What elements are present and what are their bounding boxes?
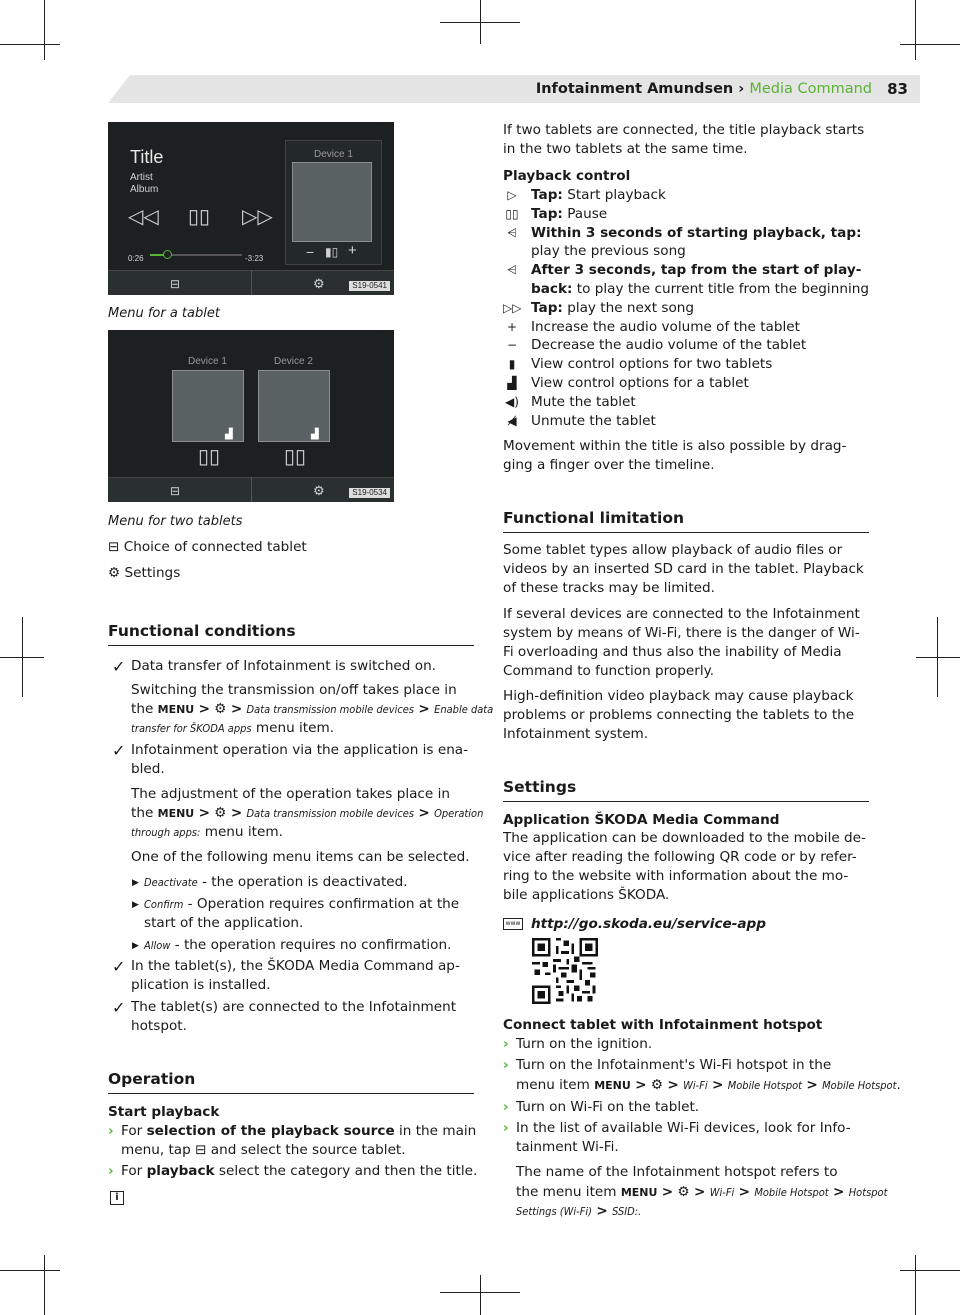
check-icon: ✓: [112, 657, 126, 676]
step-arrow-icon: ›: [108, 1123, 114, 1139]
settings-icon: ⚙: [313, 483, 325, 498]
bullet-triangle-icon: ▶: [132, 878, 139, 888]
device2-label: Device 2: [274, 356, 313, 367]
device-tile: [292, 162, 372, 242]
condition-2-path: [131, 804, 483, 823]
menu-path-item: Settings (Wi-Fi): [516, 1205, 593, 1218]
movement-text-1: Movement within the title is also possible by drag-: [503, 438, 847, 454]
playback-symbol-icon: ◀̸: [507, 413, 517, 428]
crop-mark: [916, 657, 960, 658]
menu-label: MENU: [157, 807, 195, 820]
option-name: Confirm: [144, 898, 184, 911]
playback-control-item: [531, 224, 862, 243]
bar-separator: [251, 477, 252, 502]
text-the: the: [131, 701, 154, 717]
playback-control-item: [531, 205, 607, 224]
website-icon: www: [503, 918, 523, 930]
playback-symbol-icon: ⩤: [507, 263, 517, 278]
crop-mark: [22, 617, 23, 697]
path-separator: >: [230, 805, 243, 821]
condition-2-detail: The adjustment of the operation takes place in: [131, 786, 450, 802]
paragraph-line: Some tablet types allow playback of audio files or: [503, 542, 843, 558]
condition-4-cont: hotspot.: [131, 1018, 187, 1034]
volume-down-icon: −: [306, 244, 315, 260]
connect-step-4-cont: tainment Wi-Fi.: [516, 1139, 619, 1155]
playback-symbol-icon: ⩤: [507, 225, 517, 240]
page-number: 83: [887, 80, 908, 98]
text-menu-item: menu item.: [255, 720, 335, 736]
control-text: View control options for a tablet: [531, 375, 749, 391]
device2-tile: [258, 370, 330, 442]
path-separator: >: [596, 1203, 608, 1219]
control-text: Pause: [562, 205, 608, 222]
paragraph-line: bile applications ŠKODA.: [503, 887, 670, 903]
device2-pause-icon: ▯▯: [284, 446, 307, 468]
playback-control-item: [531, 242, 686, 261]
device1-tile: [172, 370, 244, 442]
playback-symbol-icon: +: [506, 319, 518, 334]
option-confirm: [144, 895, 459, 914]
device1-pause-icon: ▯▯: [198, 446, 221, 468]
playback-control-item: [531, 355, 772, 374]
text-menu-item: menu item.: [204, 824, 283, 840]
menu-path-item: SSID:.: [612, 1205, 642, 1218]
menu-path-item: transfer for ŠKODA apps: [131, 722, 252, 735]
connect-step-4-path-cont: [516, 1202, 641, 1221]
device-label: Device 1: [314, 149, 353, 160]
playback-control-item: [531, 299, 694, 318]
crop-mark: [0, 1270, 60, 1271]
legend-choice: [108, 538, 307, 557]
control-label: Tap:: [531, 187, 563, 203]
service-app-link[interactable]: http://go.skoda.eu/service-app: [531, 916, 767, 932]
intro-line-1: If two tablets are connected, the title playback starts: [503, 122, 865, 138]
option-name: Deactivate: [144, 876, 198, 889]
menu-path-item: Data transmission mobile devices: [246, 703, 415, 716]
path-separator: >: [711, 1077, 724, 1093]
figure-code: S19-0534: [349, 488, 390, 498]
text: menu, tap: [121, 1142, 196, 1158]
connected-tablet-icon: ⊟: [195, 1142, 207, 1158]
paragraph-line: videos by an inserted SD card in the tablet. Playback: [503, 561, 864, 577]
crop-mark: [44, 0, 45, 60]
functional-limitation-heading: Functional limitation: [503, 509, 869, 533]
header-section: Infotainment Amundsen: [535, 81, 734, 97]
menu-path-item: Mobile Hotspot: [754, 1186, 829, 1199]
control-label: Tap:: [531, 299, 563, 316]
track-title: Title: [130, 147, 164, 167]
crop-mark: [440, 22, 520, 23]
previous-icon: ◁◁: [128, 206, 159, 228]
connect-step-2: Turn on the Infotainment's Wi-Fi hotspot in the: [516, 1057, 832, 1073]
menu-path-item: through apps:: [131, 826, 201, 839]
playback-control-item: [531, 374, 749, 393]
text: select the category and then the title.: [214, 1163, 478, 1179]
condition-2-cont: bled.: [131, 761, 165, 777]
text: For: [121, 1123, 147, 1139]
start-playback-heading: Start playback: [108, 1104, 220, 1120]
condition-2: Infotainment operation via the application is ena-: [131, 742, 469, 758]
playback-symbol-icon: −: [506, 338, 518, 353]
control-text: Unmute the tablet: [531, 412, 656, 429]
crop-mark: [480, 1275, 481, 1315]
crop-mark: [900, 44, 960, 45]
settings-heading: Settings: [503, 778, 869, 802]
menu-label: MENU: [157, 703, 195, 716]
menu-path-item: Mobile Hotspot: [822, 1079, 897, 1092]
movement-text-2: ging a finger over the timeline.: [503, 457, 715, 473]
timeline-progress: [150, 254, 164, 256]
control-text: play the previous song: [531, 243, 686, 260]
check-icon: ✓: [112, 998, 126, 1017]
option-text: - Operation requires confirmation at the: [183, 896, 460, 912]
playback-control-item: [531, 412, 656, 431]
volume-up-icon: +: [348, 242, 357, 259]
condition-1: Data transfer of Infotainment is switched on.: [131, 658, 437, 674]
option-text: - the operation is deactivated.: [197, 874, 408, 890]
control-text: Decrease the audio volume of the tablet: [531, 337, 807, 354]
figure-code: S19-0541: [349, 281, 390, 291]
crop-mark: [440, 1292, 520, 1293]
paragraph-line: of these tracks may be limited.: [503, 580, 715, 596]
paragraph-line: Command to function properly.: [503, 663, 715, 679]
settings-icon: ⚙: [108, 565, 125, 581]
operation-step-1: [121, 1122, 476, 1141]
menu-path-item: Enable data: [434, 703, 494, 716]
paragraph-line: High-definition video playback may cause playback: [503, 688, 854, 704]
condition-2-path-cont: [131, 823, 283, 842]
crop-mark: [915, 1255, 916, 1315]
timeline-handle: [163, 250, 172, 259]
crop-mark: [937, 617, 938, 697]
intro-line-2: in the two tablets at the same time.: [503, 141, 748, 157]
playback-symbol-icon: ▮: [508, 357, 516, 372]
bullet-triangle-icon: ▶: [132, 941, 139, 951]
info-icon: i: [110, 1191, 124, 1205]
time-elapsed: 0:26: [128, 254, 144, 263]
condition-1-path: [131, 700, 493, 719]
paragraph-line: The application can be downloaded to the mobile de-: [503, 830, 866, 846]
option-deactivate: [144, 873, 408, 892]
crop-mark: [915, 0, 916, 60]
header-subsection: Media Command: [749, 81, 872, 97]
option-text: - the operation requires no confirmation.: [170, 937, 452, 953]
paragraph-line: system by means of Wi-Fi, there is the danger of Wi-: [503, 625, 860, 641]
playback-symbol-icon: ▟: [507, 376, 517, 390]
control-label: Tap:: [531, 205, 563, 222]
menu-path-item: Wi-Fi: [709, 1186, 735, 1199]
path-separator: >: [833, 1184, 845, 1200]
paragraph-line: If several devices are connected to the Infotainment: [503, 606, 860, 622]
connect-heading: Connect tablet with Infotainment hotspot: [503, 1017, 823, 1033]
bullet-triangle-icon: ▶: [132, 900, 139, 910]
menu-path-item: Wi-Fi: [683, 1079, 708, 1092]
playback-control-item: [531, 261, 861, 280]
paragraph-line: vice after reading the following QR code or by refer-: [503, 849, 857, 865]
settings-icon: ⚙: [650, 1077, 664, 1093]
option-name: Allow: [144, 939, 171, 952]
condition-3: In the tablet(s), the ŠKODA Media Command ap-: [131, 958, 460, 974]
connect-step-4: In the list of available Wi-Fi devices, look for Info-: [516, 1120, 851, 1136]
playback-control-heading: Playback control: [503, 168, 631, 184]
control-label: back:: [531, 281, 573, 297]
operation-step-1-cont: [121, 1141, 406, 1160]
connect-step-4-detail: The name of the Infotainment hotspot refers to: [516, 1164, 838, 1180]
text-bold: selection of the playback source: [146, 1123, 395, 1139]
bar-separator: [251, 270, 252, 295]
paragraph-line: Infotainment system.: [503, 726, 649, 742]
path-separator: >: [661, 1184, 674, 1200]
text: menu item: [516, 1077, 590, 1093]
device2-signal-icon: ▟: [311, 429, 319, 440]
control-text: Start playback: [562, 187, 666, 203]
figure-two-tablets-menu: [108, 330, 394, 502]
path-separator: >: [418, 701, 430, 717]
legend-settings: [108, 564, 180, 583]
menu-path-item: Operation: [434, 807, 484, 820]
path-separator: >: [738, 1184, 750, 1200]
text-the: the: [131, 805, 154, 821]
playback-control-item: [531, 336, 806, 355]
text: For: [121, 1163, 147, 1179]
menu-path-item: Hotspot: [848, 1186, 888, 1199]
header-breadcrumb: [536, 80, 872, 99]
paragraph-line: Fi overloading and thus also the inability of Media: [503, 644, 842, 660]
playback-symbol-icon: ▯▯: [505, 206, 519, 221]
device1-label: Device 1: [188, 356, 227, 367]
device1-signal-icon: ▟: [225, 429, 233, 440]
check-icon: ✓: [112, 741, 126, 760]
figure-tablet-menu: [108, 122, 394, 295]
connect-step-2-path: menu item MENU > ⚙ > Wi-Fi > Mobile Hotspot > Mobile Hotspot.: [516, 1077, 901, 1093]
paragraph-line: problems or problems connecting the tablets to the: [503, 707, 855, 723]
path-separator: >: [418, 805, 430, 821]
operation-step-2: [121, 1162, 477, 1181]
playback-symbol-icon: ◀): [505, 394, 519, 409]
control-text: Mute the tablet: [531, 393, 636, 410]
path-separator: >: [198, 805, 210, 821]
step-arrow-icon: ›: [503, 1057, 509, 1073]
control-text: Increase the audio volume of the tablet: [531, 318, 800, 335]
text: and select the source tablet.: [206, 1142, 406, 1158]
step-arrow-icon: ›: [503, 1036, 509, 1052]
connected-tablet-icon: ⊟: [170, 484, 181, 498]
playback-control-item: [531, 186, 666, 205]
condition-3-cont: plication is installed.: [131, 977, 271, 993]
path-separator: >: [667, 1077, 679, 1093]
text: the menu item: [516, 1184, 617, 1200]
header-separator: ›: [733, 81, 750, 97]
operation-heading: Operation: [108, 1070, 474, 1094]
settings-icon: ⚙: [214, 805, 227, 821]
text-bold: playback: [146, 1163, 215, 1179]
settings-icon: ⚙: [677, 1184, 690, 1200]
connect-step-1: Turn on the ignition.: [516, 1036, 653, 1052]
path-separator: >: [198, 701, 210, 717]
control-text: to play the current title from the beginning: [572, 281, 869, 297]
crop-mark: [44, 1255, 45, 1315]
condition-4: The tablet(s) are connected to the Infotainment: [131, 999, 457, 1015]
time-remaining: -3:23: [245, 254, 264, 263]
legend-choice-text: Choice of connected tablet: [123, 539, 307, 555]
menu-path-item: Mobile Hotspot: [727, 1079, 803, 1092]
step-arrow-icon: ›: [108, 1163, 114, 1179]
step-arrow-icon: ›: [503, 1099, 509, 1115]
playback-control-item: [531, 318, 800, 337]
menu-label: MENU: [620, 1186, 658, 1199]
functional-conditions-heading: Functional conditions: [108, 622, 474, 646]
figure1-caption: Menu for a tablet: [108, 306, 220, 321]
connect-step-4-path: [516, 1183, 887, 1202]
paragraph-line: ring to the website with information about the mo-: [503, 868, 849, 884]
playback-symbol-icon: ▷▷: [503, 300, 522, 315]
path-separator: >: [806, 1077, 818, 1093]
path-separator: >: [635, 1077, 647, 1093]
connected-tablet-icon: ⊟: [170, 277, 181, 291]
check-icon: ✓: [112, 957, 126, 976]
control-label: Within 3 seconds of starting playback, tap:: [531, 224, 862, 241]
condition-1-path-cont: [131, 719, 334, 738]
option-confirm-cont: start of the application.: [144, 915, 304, 931]
control-label: After 3 seconds, tap from the start of play-: [531, 262, 862, 279]
condition-1-detail: Switching the transmission on/off takes place in: [131, 682, 457, 698]
menu-path-item: Data transmission mobile devices: [246, 807, 415, 820]
settings-icon: ⚙: [214, 701, 227, 717]
track-album: Album: [130, 184, 159, 195]
pause-icon: ▯▯: [188, 206, 211, 228]
playback-control-item: [531, 393, 636, 412]
qr-code: [530, 938, 600, 1004]
settings-icon: ⚙: [313, 276, 325, 291]
control-text: View control options for two tablets: [531, 356, 773, 373]
connect-step-3: Turn on Wi-Fi on the tablet.: [516, 1099, 700, 1115]
control-text: play the next song: [562, 299, 695, 316]
app-heading: Application ŠKODA Media Command: [503, 812, 780, 828]
step-arrow-icon: ›: [503, 1120, 509, 1136]
path-separator: >: [694, 1184, 706, 1200]
option-allow: [144, 936, 451, 955]
crop-mark: [0, 44, 60, 45]
next-icon: ▷▷: [242, 206, 273, 228]
two-tablets-icon: ▮▯: [325, 245, 339, 259]
playback-symbol-icon: ▷: [507, 188, 517, 202]
text: in the main: [394, 1123, 477, 1139]
figure2-caption: Menu for two tablets: [108, 514, 243, 529]
track-artist: Artist: [130, 172, 153, 183]
path-separator: >: [230, 701, 243, 717]
condition-2-options-intro: One of the following menu items can be selected.: [131, 849, 470, 865]
legend-settings-text: Settings: [124, 565, 181, 581]
playback-control-item: [531, 280, 869, 299]
crop-mark: [900, 1270, 960, 1271]
menu-label: MENU: [594, 1079, 631, 1092]
connected-tablet-icon: ⊟: [108, 539, 124, 555]
